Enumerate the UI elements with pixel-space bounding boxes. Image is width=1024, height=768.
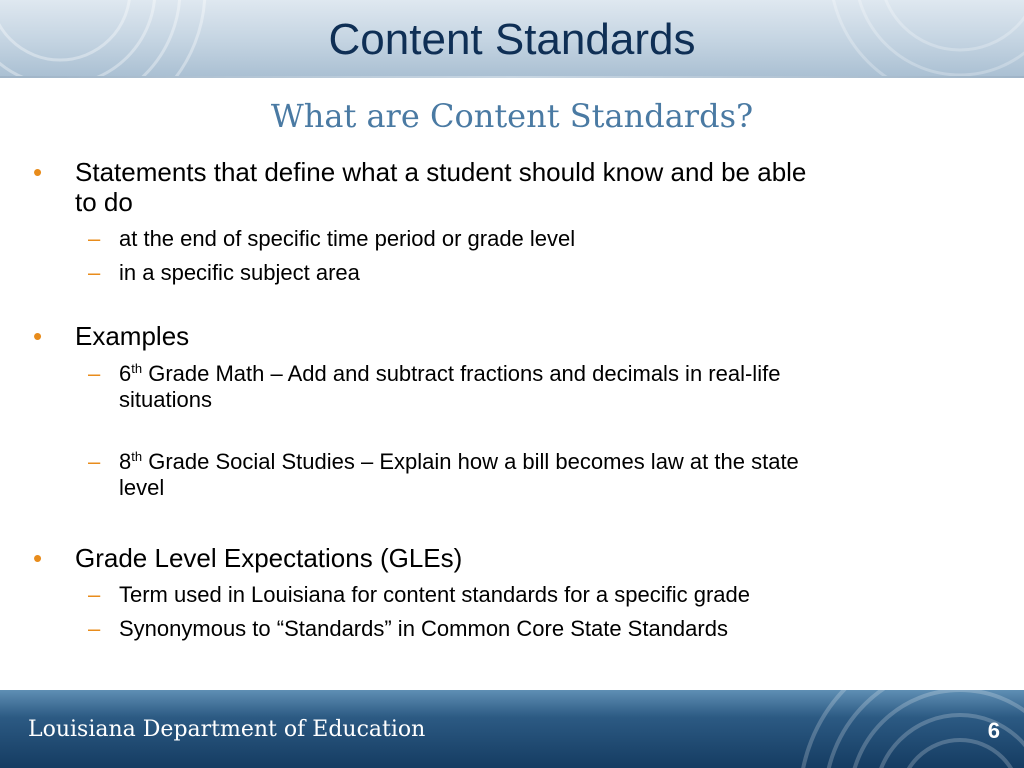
example-text: Grade Math – Add and subtract fractions and decimals in real-life: [142, 361, 781, 386]
slide-subtitle: What are Content Standards?: [270, 97, 754, 135]
sub-bullet-marker: –: [88, 361, 101, 386]
slide-number: 6: [987, 718, 1000, 743]
sub-bullet-marker: –: [88, 226, 101, 251]
sub-bullet-text: [119, 449, 799, 475]
bullet-marker: •: [33, 157, 43, 187]
grade-ordinal: 6: [119, 361, 132, 386]
sub-bullet-text: Synonymous to “Standards” in Common Core State Standards: [119, 616, 728, 641]
bullet-text: Grade Level Expectations (GLEs): [75, 543, 463, 573]
sub-bullet-marker: –: [88, 616, 101, 641]
bullet-text: Statements that define what a student should know and be able: [75, 157, 807, 187]
slide-title: Content Standards: [328, 15, 696, 64]
sub-bullet-text: [119, 361, 780, 387]
ordinal-suffix: th: [131, 361, 143, 376]
bullet-text: Examples: [75, 321, 190, 351]
bullet-marker: •: [33, 321, 43, 351]
bullet-marker: •: [33, 543, 43, 573]
slide-footer: [0, 690, 1024, 768]
sub-bullet-text: in a specific subject area: [119, 260, 360, 285]
sub-bullet-text-continued: situations: [119, 387, 212, 412]
sub-bullet-marker: –: [88, 582, 101, 607]
sub-bullet-text: at the end of specific time period or grade level: [119, 226, 576, 251]
sub-bullet-text: Term used in Louisiana for content standards for a specific grade: [119, 582, 751, 607]
example-text: Grade Social Studies – Explain how a bill becomes law at the state: [142, 449, 799, 474]
sub-bullet-marker: –: [88, 449, 101, 474]
sub-bullet-marker: –: [88, 260, 101, 285]
organization-name: Louisiana Department of Education: [28, 717, 426, 742]
sub-bullet-text-continued: level: [119, 475, 165, 500]
grade-ordinal: 8: [119, 449, 132, 474]
bullet-text-continued: to do: [75, 187, 133, 217]
ordinal-suffix: th: [131, 449, 143, 464]
